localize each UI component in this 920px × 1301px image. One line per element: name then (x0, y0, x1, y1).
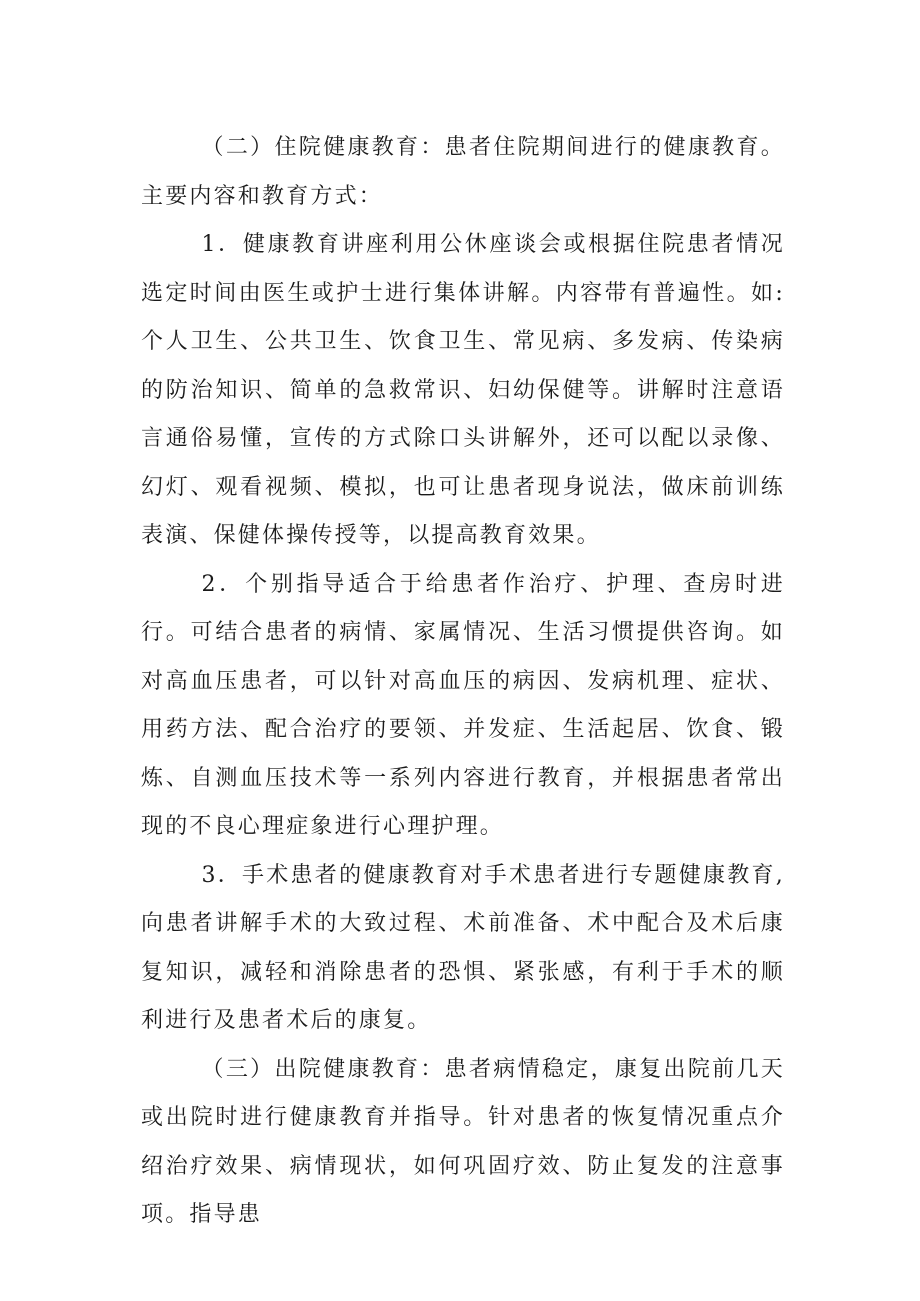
item-2-individual-guidance: 2．个别指导适合于给患者作治疗、护理、查房时进行。可结合患者的病情、家属情况、生活习惯提供咨询。如对高血压患者，可以针对高血压的病因、发病机理、症状、用药方法、配合治疗的要领、并发症、生活起居、饮食、锻炼、自测血压技术等一系列内容进行教育，并根据患者常出现的不良心理症象进行心理护理。 (141, 571, 785, 839)
document-body (141, 124, 785, 1240)
section-heading-inpatient-education: （二）住院健康教育：患者住院期间进行的健康教育。主要内容和教育方式： (141, 135, 785, 209)
section-heading-discharge-education: （三）出院健康教育：患者病情稳定，康复出院前几天或出院时进行健康教育并指导。针对患者的恢复情况重点介绍治疗效果、病情现状，如何巩固疗效、防止复发的注意事项。指导患 (141, 1056, 785, 1227)
item-3-surgical-patient-education: 3．手术患者的健康教育对手术患者进行专题健康教育,向患者讲解手术的大致过程、术前准备、术中配合及术后康复知识，减轻和消除患者的恐惧、紧张感，有利于手术的顺利进行及患者术后的康复。 (141, 862, 785, 1033)
item-1-health-lecture: 1．健康教育讲座利用公休座谈会或根据住院患者情况选定时间由医生或护士进行集体讲解。内容带有普遍性。如:个人卫生、公共卫生、饮食卫生、常见病、多发病、传染病的防治知识、简单的急救常识、妇幼保健等。讲解时注意语言通俗易懂，宣传的方式除口头讲解外，还可以配以录像、幻灯、观看视频、模拟，也可让患者现身说法，做床前训练表演、保健体操传授等，以提高教育效果。 (141, 232, 785, 548)
